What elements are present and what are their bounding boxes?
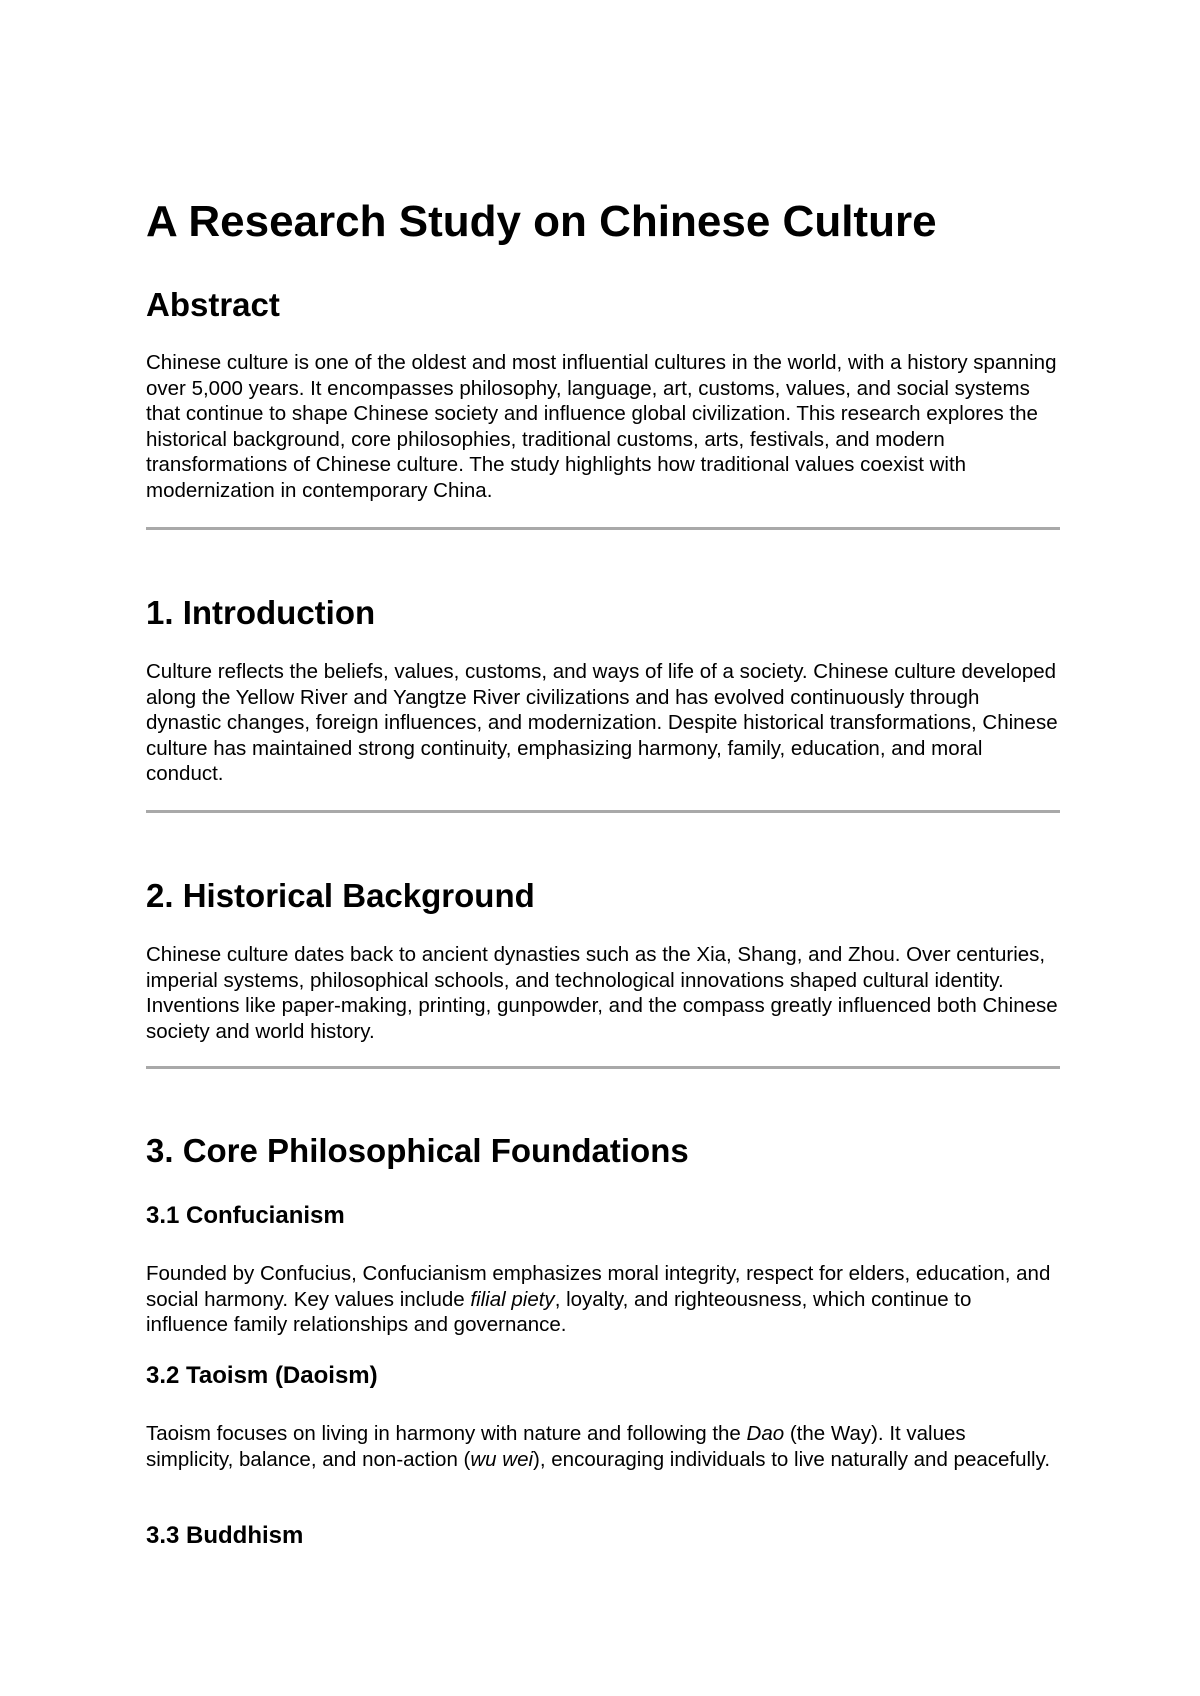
filial-piety-term: filial piety — [470, 1287, 555, 1311]
wu-wei-term: wu wei — [470, 1447, 534, 1471]
introduction-heading: 1. Introduction — [146, 594, 376, 631]
historical-background-body: Chinese culture dates back to ancient dynasties such as the Xia, Shang, and Zhou. Over centuries, imperial systems, philosophical schools, and technological innovations shaped cultural identity. Inventions like paper-making, printing, gunpowder, and the compass greatly influenced both Chinese society and world history. — [146, 943, 1058, 1043]
abstract-heading: Abstract — [146, 286, 280, 323]
confucianism-body: Founded by Confucius, Confucianism emphasizes moral integrity, respect for elders, education, and social harmony. Key values include filial piety, loyalty, and righteousness, which continue to influence family relationships and governance. — [146, 1262, 1051, 1337]
section-divider — [146, 527, 1060, 530]
taoism-body: Taoism focuses on living in harmony with nature and following the Dao (the Way). It values simplicity, balance, and non-action (wu wei), encouraging individuals to live naturally and peacefully. — [146, 1422, 1051, 1471]
section-divider — [146, 1066, 1060, 1069]
abstract-body: Chinese culture is one of the oldest and most influential cultures in the world, with a history spanning over 5,000 years. It encompasses philosophy, language, art, customs, values, and social systems that continue to shape Chinese society and influence global civilization. This research explores the historical background, core philosophies, traditional customs, arts, festivals, and modern transformations of Chinese culture. The study highlights how traditional values coexist with modernization in contemporary China. — [146, 351, 1057, 502]
section-divider — [146, 810, 1060, 813]
dao-term: Dao — [746, 1422, 785, 1445]
philosophy-heading: 3. Core Philosophical Foundations — [146, 1132, 689, 1169]
historical-background-heading: 2. Historical Background — [146, 877, 535, 914]
buddhism-heading: 3.3 Buddhism — [146, 1522, 304, 1549]
taoism-heading: 3.2 Taoism (Daoism) — [146, 1362, 378, 1389]
introduction-body: Culture reflects the beliefs, values, customs, and ways of life of a society. Chinese culture developed along the Yellow River and Yangtze River civilizations and has evolved continuously through dynastic changes, foreign influences, and modernization. Despite historical transformations, Chinese culture has maintained strong continuity, emphasizing harmony, family, education, and moral conduct. — [146, 660, 1058, 786]
document-title: A Research Study on Chinese Culture — [146, 197, 937, 246]
confucianism-heading: 3.1 Confucianism — [146, 1202, 345, 1229]
